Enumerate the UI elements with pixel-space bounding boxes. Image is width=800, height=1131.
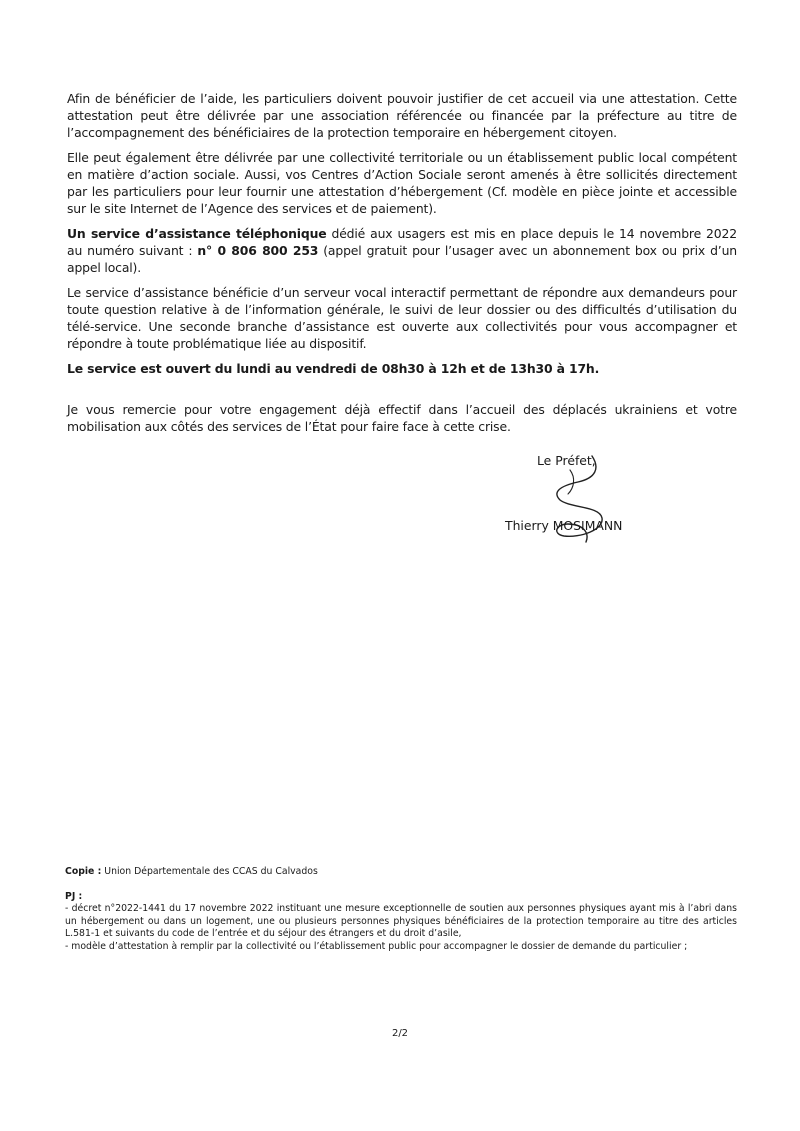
paragraph-serveur-vocal: Le service d’assistance bénéficie d’un serveur vocal interactif permettant de répondre aux demandeurs pour toute question relative à de l’information générale, le suivi de leur dossier ou des difficultés d’utilisation du télé-service. Une seconde branche d’assistance est ouverte aux collectivités pour vous accompagner et répondre à toute problématique liée au dispositif. bbox=[67, 285, 737, 351]
signatory-name: Thierry MOSIMANN bbox=[505, 518, 623, 533]
copie-label: Copie : bbox=[65, 866, 102, 877]
pj-label: PJ : bbox=[65, 890, 83, 902]
assistance-tail: (appel gratuit pour l’usager avec un abonnement box ou prix d’un appel local). bbox=[67, 243, 737, 275]
pj-item-decret: - décret n°2022-1441 du 17 novembre 2022 instituant une mesure exceptionnelle de soutien aux personnes physiques ayant mis à l’abri dans un hébergement ou dans un logement, une ou plusieurs personnes physiques bénéficiaires de la protection temporaire au titre des articles L.581-1 et suivants du code de l’entrée et du séjour des étrangers et du droit d’asile, bbox=[65, 903, 737, 939]
copie-text: Union Départementale des CCAS du Calvados bbox=[101, 866, 318, 877]
footer-notes bbox=[65, 866, 737, 953]
letter-body bbox=[67, 90, 737, 443]
assistance-mid: dédié aux usagers est mis en place depuis le 14 novembre 2022 au numéro suivant : bbox=[67, 226, 737, 258]
page-number: 2/2 bbox=[391, 1028, 409, 1039]
paragraph-opening-hours: Le service est ouvert du lundi au vendredi de 08h30 à 12h et de 13h30 à 17h. bbox=[67, 361, 600, 376]
pj-item-modele: - modèle d’attestation à remplir par la collectivité ou l’établissement public pour accompagner le dossier de demande du particulier ; bbox=[65, 940, 688, 952]
signatory-title: Le Préfet, bbox=[537, 453, 596, 468]
paragraph-remerciements: Je vous remercie pour votre engagement déjà effectif dans l’accueil des déplacés ukrainiens et votre mobilisation aux côtés des services de l’État pour faire face à cette crise. bbox=[67, 402, 737, 434]
paragraph-assistance-telephonique bbox=[67, 225, 737, 276]
phone-number: n° 0 806 800 253 bbox=[197, 243, 319, 258]
paragraph-collectivite: Elle peut également être délivrée par une collectivité territoriale ou un établissement public local compétent en matière d’action sociale. Aussi, vos Centres d’Action Sociale seront amenés à être sollicités directement par les particuliers pour leur fournir une attestation d’hébergement (Cf. modèle en pièce jointe et accessible sur le site Internet de l’Agence des services et de paiement). bbox=[67, 150, 737, 216]
assistance-lead: Un service d’assistance téléphonique bbox=[67, 226, 327, 241]
copie-line bbox=[65, 866, 737, 879]
paragraph-attestation: Afin de bénéficier de l’aide, les particuliers doivent pouvoir justifier de cet accueil via une attestation. Cette attestation peut être délivrée par une association référencée ou financée par la préfecture au titre de l’accompagnement des bénéficiaires de la protection temporaire en hébergement citoyen. bbox=[67, 91, 737, 140]
signature-block bbox=[500, 448, 650, 548]
